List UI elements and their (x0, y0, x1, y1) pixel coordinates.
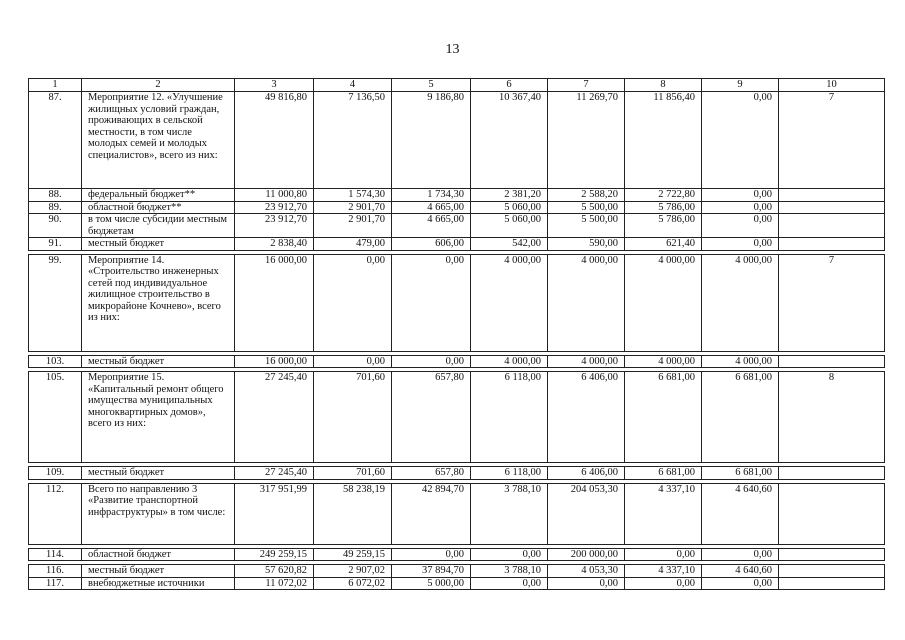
value-cell: 10 367,40 (471, 92, 548, 189)
value-cell: 9 186,80 (392, 92, 471, 189)
value-cell: 0,00 (392, 254, 471, 351)
note-cell: 8 (779, 372, 885, 463)
item-name-cell: федеральный бюджет** (82, 189, 235, 202)
item-name-cell: Мероприятие 15. «Капитальный ремонт общего имущества муниципальных многоквартирных домов», всего из них: (82, 372, 235, 463)
value-cell: 3 788,10 (471, 483, 548, 544)
value-cell: 0,00 (548, 577, 625, 590)
item-name-cell: местный бюджет (82, 355, 235, 368)
value-cell: 58 238,19 (314, 483, 392, 544)
value-cell: 5 000,00 (392, 577, 471, 590)
column-header: 4 (314, 79, 392, 92)
value-cell: 5 060,00 (471, 214, 548, 238)
value-cell: 0,00 (314, 355, 392, 368)
row-number-cell: 117. (29, 577, 82, 590)
value-cell: 479,00 (314, 238, 392, 251)
value-cell: 2 722,80 (625, 189, 702, 202)
value-cell: 5 786,00 (625, 201, 702, 214)
value-cell: 11 000,80 (235, 189, 314, 202)
value-cell: 6 118,00 (471, 372, 548, 463)
table-row (29, 372, 885, 463)
column-header: 9 (702, 79, 779, 92)
item-name-cell: местный бюджет (82, 238, 235, 251)
value-cell: 2 381,20 (471, 189, 548, 202)
value-cell: 6 406,00 (548, 372, 625, 463)
value-cell: 1 734,30 (392, 189, 471, 202)
note-cell (779, 548, 885, 561)
row-number-cell: 112. (29, 483, 82, 544)
value-cell: 4 337,10 (625, 565, 702, 578)
value-cell: 4 000,00 (471, 254, 548, 351)
table-row (29, 565, 885, 578)
value-cell: 4 337,10 (625, 483, 702, 544)
value-cell: 0,00 (702, 548, 779, 561)
table-row (29, 254, 885, 351)
item-name-cell: Мероприятие 12. «Улучшение жилищных условий граждан, проживающих в сельской местности, в том числе молодых семей и молодых специалистов», всего из них: (82, 92, 235, 189)
item-name-cell: областной бюджет** (82, 201, 235, 214)
column-header: 7 (548, 79, 625, 92)
value-cell: 11 856,40 (625, 92, 702, 189)
value-cell: 1 574,30 (314, 189, 392, 202)
value-cell: 7 136,50 (314, 92, 392, 189)
table-row (29, 189, 885, 202)
value-cell: 657,80 (392, 372, 471, 463)
value-cell: 0,00 (625, 548, 702, 561)
table-row (29, 201, 885, 214)
table-row (29, 483, 885, 544)
item-name-cell: в том числе субсидии местным бюджетам (82, 214, 235, 238)
value-cell: 27 245,40 (235, 372, 314, 463)
value-cell: 4 053,30 (548, 565, 625, 578)
value-cell: 6 406,00 (548, 467, 625, 480)
row-number-cell: 91. (29, 238, 82, 251)
value-cell: 657,80 (392, 467, 471, 480)
value-cell: 3 788,10 (471, 565, 548, 578)
note-cell (779, 565, 885, 578)
budget-table (28, 78, 885, 590)
column-header: 2 (82, 79, 235, 92)
row-number-cell: 90. (29, 214, 82, 238)
value-cell: 5 500,00 (548, 214, 625, 238)
value-cell: 6 681,00 (625, 372, 702, 463)
value-cell: 0,00 (392, 355, 471, 368)
value-cell: 0,00 (314, 254, 392, 351)
note-cell: 7 (779, 92, 885, 189)
value-cell: 11 269,70 (548, 92, 625, 189)
value-cell: 2 838,40 (235, 238, 314, 251)
row-number-cell: 109. (29, 467, 82, 480)
note-cell (779, 214, 885, 238)
value-cell: 621,40 (625, 238, 702, 251)
note-cell (779, 483, 885, 544)
note-cell (779, 355, 885, 368)
row-number-cell: 89. (29, 201, 82, 214)
column-header: 5 (392, 79, 471, 92)
table-row (29, 355, 885, 368)
value-cell: 249 259,15 (235, 548, 314, 561)
value-cell: 4 000,00 (702, 355, 779, 368)
value-cell: 2 901,70 (314, 214, 392, 238)
item-name-cell: Мероприятие 14. «Строительство инженерных сетей под индивидуальное жилищное строительство в микрорайоне Кочнево», всего из них: (82, 254, 235, 351)
table-row (29, 548, 885, 561)
row-number-cell: 114. (29, 548, 82, 561)
row-number-cell: 116. (29, 565, 82, 578)
value-cell: 4 000,00 (702, 254, 779, 351)
value-cell: 4 000,00 (471, 355, 548, 368)
row-number-cell: 99. (29, 254, 82, 351)
item-name-cell: местный бюджет (82, 467, 235, 480)
table-row (29, 214, 885, 238)
value-cell: 0,00 (392, 548, 471, 561)
item-name-cell: областной бюджет (82, 548, 235, 561)
value-cell: 16 000,00 (235, 355, 314, 368)
value-cell: 0,00 (702, 577, 779, 590)
column-header: 3 (235, 79, 314, 92)
value-cell: 6 118,00 (471, 467, 548, 480)
value-cell: 0,00 (702, 189, 779, 202)
value-cell: 2 588,20 (548, 189, 625, 202)
column-header: 1 (29, 79, 82, 92)
value-cell: 6 072,02 (314, 577, 392, 590)
value-cell: 2 907,02 (314, 565, 392, 578)
value-cell: 0,00 (471, 548, 548, 561)
item-name-cell: местный бюджет (82, 565, 235, 578)
value-cell: 4 640,60 (702, 565, 779, 578)
value-cell: 4 665,00 (392, 201, 471, 214)
column-header-row (29, 79, 885, 92)
value-cell: 4 640,60 (702, 483, 779, 544)
column-header: 10 (779, 79, 885, 92)
value-cell: 590,00 (548, 238, 625, 251)
value-cell: 0,00 (471, 577, 548, 590)
page-number: 13 (445, 42, 460, 57)
value-cell: 6 681,00 (702, 467, 779, 480)
value-cell: 49 816,80 (235, 92, 314, 189)
note-cell (779, 238, 885, 251)
value-cell: 4 000,00 (548, 355, 625, 368)
value-cell: 5 060,00 (471, 201, 548, 214)
value-cell: 317 951,99 (235, 483, 314, 544)
item-name-cell: внебюджетные источники (82, 577, 235, 590)
value-cell: 701,60 (314, 467, 392, 480)
value-cell: 0,00 (702, 214, 779, 238)
table-row (29, 238, 885, 251)
value-cell: 606,00 (392, 238, 471, 251)
column-header: 6 (471, 79, 548, 92)
value-cell: 5 500,00 (548, 201, 625, 214)
value-cell: 4 665,00 (392, 214, 471, 238)
value-cell: 23 912,70 (235, 201, 314, 214)
value-cell: 2 901,70 (314, 201, 392, 214)
value-cell: 204 053,30 (548, 483, 625, 544)
value-cell: 0,00 (702, 92, 779, 189)
note-cell (779, 467, 885, 480)
value-cell: 57 620,82 (235, 565, 314, 578)
note-cell (779, 577, 885, 590)
value-cell: 6 681,00 (625, 467, 702, 480)
row-number-cell: 88. (29, 189, 82, 202)
value-cell: 5 786,00 (625, 214, 702, 238)
value-cell: 4 000,00 (625, 254, 702, 351)
value-cell: 6 681,00 (702, 372, 779, 463)
note-cell (779, 189, 885, 202)
value-cell: 16 000,00 (235, 254, 314, 351)
value-cell: 4 000,00 (548, 254, 625, 351)
table-row (29, 577, 885, 590)
item-name-cell: Всего по направлению 3 «Развитие транспортной инфраструктуры» в том числе: (82, 483, 235, 544)
column-header: 8 (625, 79, 702, 92)
value-cell: 0,00 (702, 201, 779, 214)
row-number-cell: 103. (29, 355, 82, 368)
value-cell: 23 912,70 (235, 214, 314, 238)
value-cell: 27 245,40 (235, 467, 314, 480)
value-cell: 200 000,00 (548, 548, 625, 561)
value-cell: 0,00 (625, 577, 702, 590)
value-cell: 37 894,70 (392, 565, 471, 578)
value-cell: 4 000,00 (625, 355, 702, 368)
value-cell: 701,60 (314, 372, 392, 463)
row-number-cell: 105. (29, 372, 82, 463)
value-cell: 0,00 (702, 238, 779, 251)
note-cell: 7 (779, 254, 885, 351)
value-cell: 42 894,70 (392, 483, 471, 544)
table-row (29, 92, 885, 189)
value-cell: 11 072,02 (235, 577, 314, 590)
row-number-cell: 87. (29, 92, 82, 189)
value-cell: 542,00 (471, 238, 548, 251)
note-cell (779, 201, 885, 214)
value-cell: 49 259,15 (314, 548, 392, 561)
table-row (29, 467, 885, 480)
